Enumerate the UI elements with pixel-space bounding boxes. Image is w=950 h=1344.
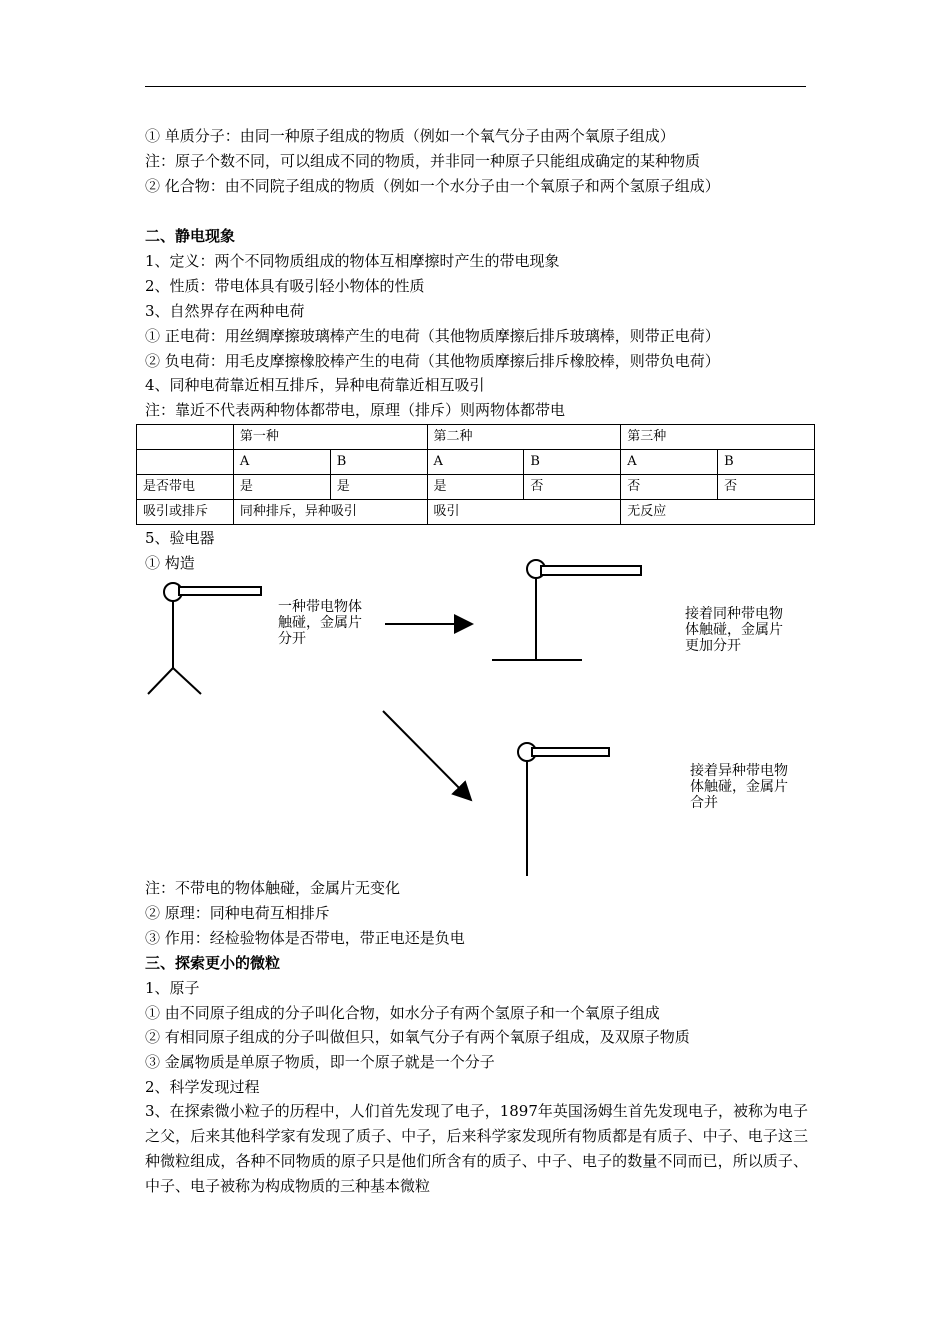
table-cell: [137, 425, 234, 450]
text-line: 注：不带电的物体触碰，金属片无变化: [145, 879, 401, 897]
table-cell: 无反应: [621, 500, 815, 525]
text-line: 1、原子: [145, 979, 200, 997]
electroscope-initial: [148, 583, 261, 694]
arrow-diagonal-icon: [383, 711, 471, 800]
header-rule: [145, 86, 806, 87]
table-subheader: A: [427, 450, 524, 475]
text-line: 2、性质：带电体具有吸引轻小物体的性质: [145, 277, 425, 295]
section-heading: 三、探索更小的微粒: [145, 954, 281, 972]
text-line: ② 有相同原子组成的分子叫做但只，如氧气分子有两个氧原子组成，及双原子物质: [145, 1028, 690, 1046]
text-line: ③ 金属物质是单原子物质，即一个原子就是一个分子: [145, 1053, 495, 1071]
electroscope-opposite-charge: [518, 743, 609, 876]
text-line: 3、自然界存在两种电荷: [145, 302, 305, 320]
table-row: [137, 425, 815, 450]
table-cell: 是: [330, 475, 427, 500]
table-cell: 否: [621, 475, 718, 500]
text-line: ② 化合物：由不同院子组成的物质（例如一个水分子由一个氧原子和两个氢原子组成）: [145, 177, 720, 195]
electroscope-same-charge: [492, 560, 641, 660]
table-cell: 是: [233, 475, 330, 500]
text-line: ③ 作用：经检验物体是否带电，带正电还是负电: [145, 929, 465, 947]
table-subheader: A: [621, 450, 718, 475]
table-cell: 同种排斥，异种吸引: [233, 500, 427, 525]
paragraph: 3、在探索微小粒子的历程中，人们首先发现了电子，1897年英国汤姆生首先发现电子，被称为电子之父，后来其他科学家有发现了质子、中子，后来科学家发现所有物质都是有质子、中子、电子这三种微粒组成，各种不同物质的原子只是他们所含有的质子、中子、电子的数量不同而已，所以质子、中子、电子被称为构成物质的三种基本微粒: [145, 1102, 808, 1195]
table-cell: 是: [427, 475, 524, 500]
charge-table: [136, 424, 815, 525]
table-subheader: A: [233, 450, 330, 475]
table-row-label: 是否带电: [137, 475, 234, 500]
text-line: 注：靠近不代表两种物体都带电，原理（排斥）则两物体都带电: [145, 401, 566, 419]
diagram-label-touch: 一种带电物体触碰，金属片分开: [278, 599, 362, 647]
text-line: 4、同种电荷靠近相互排斥，异种电荷靠近相互吸引: [145, 376, 485, 394]
text-line: ① 构造: [145, 554, 195, 572]
table-row: [137, 450, 815, 475]
text-line: 注：原子个数不同，可以组成不同的物质，并非同一种原子只能组成确定的某种物质: [145, 152, 701, 170]
diagram-label-same: 接着同种带电物体触碰，金属片更加分开: [685, 606, 783, 654]
text-line: ① 由不同原子组成的分子叫化合物，如水分子有两个氢原子和一个氧原子组成: [145, 1004, 660, 1022]
table-cell: [137, 450, 234, 475]
table-header: 第一种: [233, 425, 427, 450]
text-line: 1、定义：两个不同物质组成的物体互相摩擦时产生的带电现象: [145, 252, 560, 270]
table-subheader: B: [330, 450, 427, 475]
table-header: 第三种: [621, 425, 815, 450]
section-heading: 二、静电现象: [145, 227, 236, 245]
text-line: ① 正电荷：用丝绸摩擦玻璃棒产生的电荷（其他物质摩擦后排斥玻璃棒，则带正电荷）: [145, 327, 720, 345]
table-cell: 否: [718, 475, 815, 500]
diagram-label-opposite: 接着异种带电物体触碰，金属片合并: [690, 763, 788, 811]
table-subheader: B: [524, 450, 621, 475]
table-subheader: B: [718, 450, 815, 475]
text-line: ② 原理：同种电荷互相排斥: [145, 904, 330, 922]
table-row-label: 吸引或排斥: [137, 500, 234, 525]
table-cell: 否: [524, 475, 621, 500]
text-line: 2、科学发现过程: [145, 1078, 260, 1096]
text-line: ① 单质分子：由同一种原子组成的物质（例如一个氧气分子由两个氧原子组成）: [145, 127, 675, 145]
table-cell: 吸引: [427, 500, 621, 525]
table-header: 第二种: [427, 425, 621, 450]
table-row: [137, 475, 815, 500]
table-row: [137, 500, 815, 525]
text-line: 5、验电器: [145, 529, 215, 547]
text-line: ② 负电荷：用毛皮摩擦橡胶棒产生的电荷（其他物质摩擦后排斥橡胶棒，则带负电荷）: [145, 352, 720, 370]
